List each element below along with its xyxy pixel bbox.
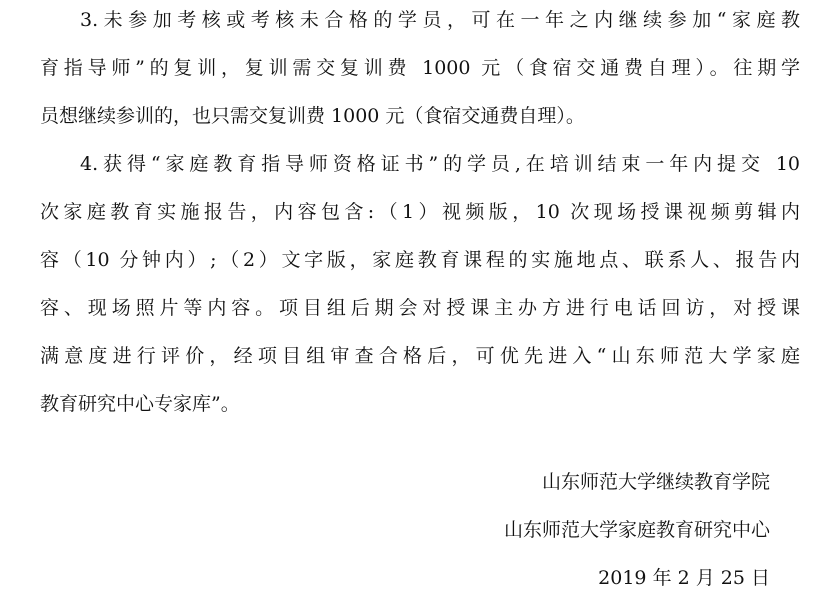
- paragraph-4-line-1: 4.获得“家庭教育指导师资格证书”的学员,在培训结束一年内提交 10: [80, 153, 800, 175]
- signature-org-2: 山东师范大学家庭教育研究中心: [503, 519, 770, 541]
- paragraph-4-line-5: 满意度进行评价，经项目组审查合格后，可优先进入“山东师范大学家庭: [40, 345, 800, 367]
- paragraph-4-line-2: 次家庭教育实施报告，内容包含:（1）视频版，10 次现场授课视频剪辑内: [40, 201, 800, 223]
- paragraph-4-line-3: 容（10 分钟内）;（2）文字版，家庭教育课程的实施地点、联系人、报告内: [40, 249, 800, 271]
- signature-date: 2019 年 2 月 25 日: [598, 567, 770, 589]
- signature-org-1: 山东师范大学继续教育学院: [541, 471, 770, 493]
- paragraph-3-line-2: 育指导师”的复训，复训需交复训费 1000 元（食宿交通费自理）。往期学: [40, 57, 800, 79]
- paragraph-4-line-4: 容、现场照片等内容。项目组后期会对授课主办方进行电话回访，对授课: [40, 297, 800, 319]
- paragraph-3-line-1: 3.未参加考核或考核未合格的学员，可在一年之内继续参加“家庭教: [80, 9, 800, 31]
- paragraph-3-line-3: 员想继续参训的，也只需交复训费 1000 元（食宿交通费自理）。: [40, 105, 585, 127]
- paragraph-4-line-6: 教育研究中心专家库”。: [40, 393, 240, 415]
